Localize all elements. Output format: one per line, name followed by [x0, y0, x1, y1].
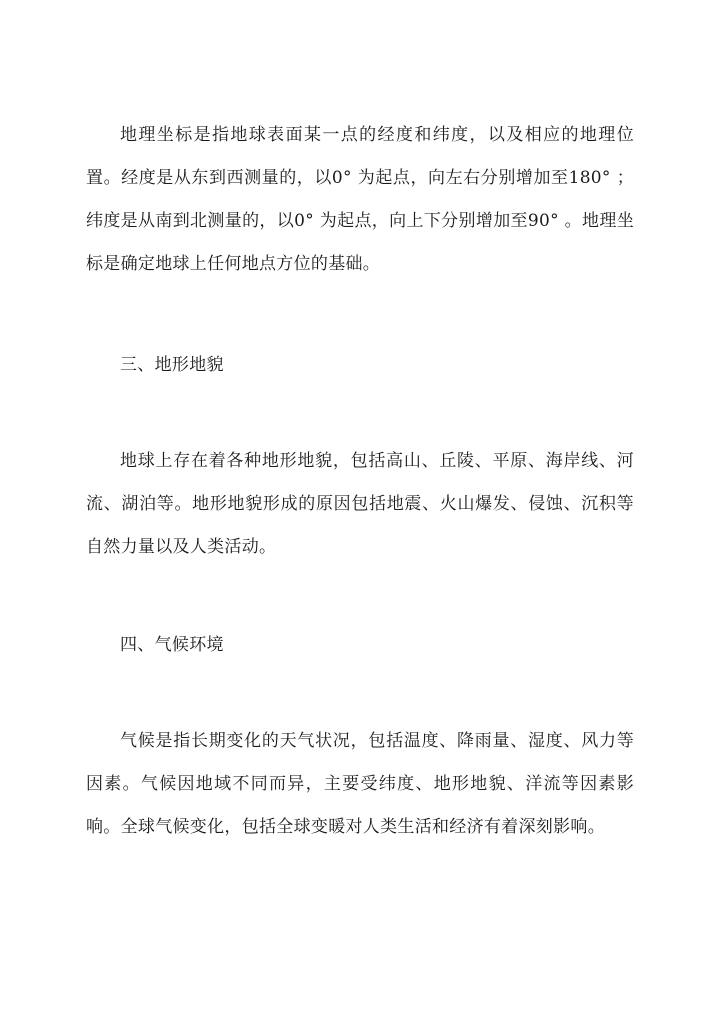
section-heading-climate: 四、气候环境 — [120, 635, 224, 655]
paragraph-climate: 气候是指长期变化的天气状况，包括温度、降雨量、湿度、风力等因素。气候因地域不同而异，主要受纬度、地形地貌、洋流等因素影响。全球气候变化，包括全球变暖对人类生活和经济有着深刻影响。 — [86, 731, 634, 837]
paragraph-geographic-coordinates: 地理坐标是指地球表面某一点的经度和纬度，以及相应的地理位置。经度是从东到西测量的，以0° 为起点，向左右分别增加至180° ；纬度是从南到北测量的，以0° 为起点，向上下分别增加至90° 。地理坐标是确定地球上任何地点方位的基础。 — [86, 125, 634, 274]
paragraph-landforms: 地球上存在着各种地形地貌，包括高山、丘陵、平原、海岸线、河流、湖泊等。地形地貌形成的原因包括地震、火山爆发、侵蚀、沉积等自然力量以及人类活动。 — [86, 451, 634, 557]
section-heading-landforms: 三、地形地貌 — [120, 355, 224, 375]
